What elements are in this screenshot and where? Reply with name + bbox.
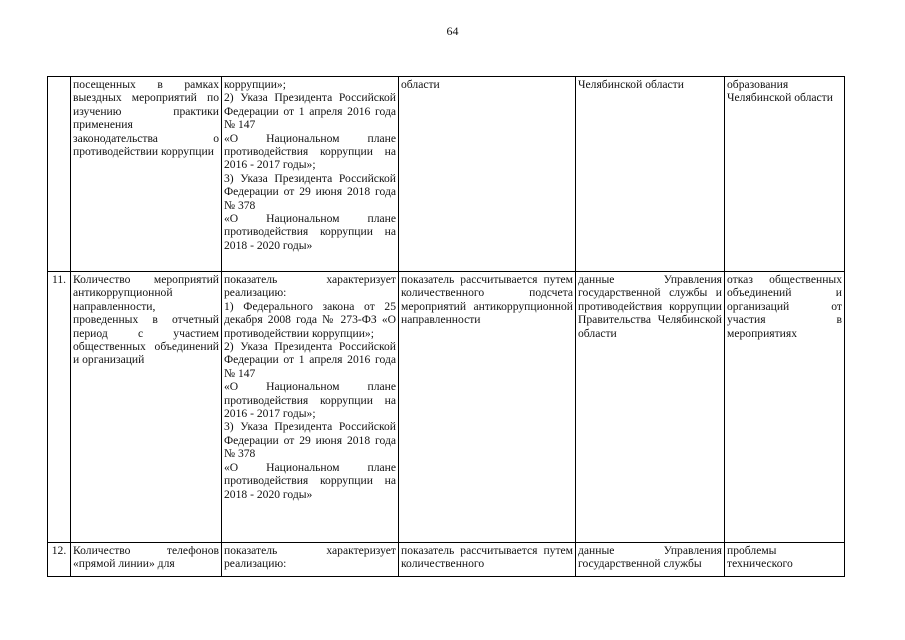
- characterizes-line: показатель характеризует реализацию:: [224, 273, 396, 300]
- table-row: [48, 272, 845, 543]
- indicator-name-cell: Количество мероприятий антикоррупционной направленности, проведенных в отчетный период с участием общественных объединений и организаций: [71, 272, 222, 543]
- characterizes-line: «О Национальном плане противодействия коррупции на 2018 - 2020 годы»: [224, 212, 396, 252]
- data-source-cell: данные Управления государственной службы: [576, 543, 725, 577]
- characterizes-line: 1) Федерального закона от 25 декабря 2008 года № 273-ФЗ «О противодействии коррупции»;: [224, 299, 396, 340]
- characterizes-line: «О Национальном плане противодействия коррупции на 2016 - 2017 годы»;: [224, 131, 396, 172]
- row-number-cell: 12.: [48, 543, 71, 577]
- calculation-method-cell: области: [399, 77, 576, 272]
- indicator-name-cell: посещенных в рамках выездных мероприятий по изучению практики применения законодательства о противодействии коррупции: [71, 77, 222, 272]
- row-number-cell: 11.: [48, 272, 71, 543]
- characterizes-cell: [222, 543, 399, 577]
- row-number-cell: [48, 77, 71, 272]
- calculation-method-cell: показатель рассчитывается путем количественного подсчета мероприятий антикоррупционной направленности: [399, 272, 576, 543]
- characterizes-line: 2) Указа Президента Российской Федерации от 1 апреля 2016 года № 147: [224, 91, 396, 132]
- data-source-cell: Челябинской области: [576, 77, 725, 272]
- characterizes-line: 3) Указа Президента Российской Федерации от 29 июня 2018 года № 378: [224, 420, 396, 461]
- characterizes-line: «О Национальном плане противодействия коррупции на 2016 - 2017 годы»;: [224, 380, 396, 421]
- characterizes-line: коррупции»;: [224, 78, 286, 91]
- characterizes-cell: [222, 77, 399, 272]
- indicators-table: [47, 76, 845, 577]
- page-number: 64: [446, 24, 459, 38]
- characterizes-line: «О Национальном плане противодействия коррупции на 2018 - 2020 годы»: [224, 460, 396, 501]
- calculation-method-cell: показатель рассчитывается путем количественного: [399, 543, 576, 577]
- data-source-cell: данные Управления государственной службы и противодействия коррупции Правительства Челябинской области: [576, 272, 725, 543]
- characterizes-line: 3) Указа Президента Российской Федерации от 29 июня 2018 года № 378: [224, 171, 396, 212]
- negative-factors-cell: проблемы технического: [725, 543, 845, 577]
- characterizes-line: показатель характеризует реализацию:: [224, 544, 396, 571]
- negative-factors-cell: образования Челябинской области: [725, 77, 845, 272]
- characterizes-line: 2) Указа Президента Российской Федерации от 1 апреля 2016 года № 147: [224, 340, 396, 380]
- characterizes-cell: [222, 272, 399, 543]
- indicator-name-cell: Количество телефонов «прямой линии» для: [71, 543, 222, 577]
- table-row: [48, 77, 845, 272]
- table-row: [48, 543, 845, 577]
- negative-factors-cell: отказ общественных объединений и организаций от участия в мероприятиях: [725, 272, 845, 543]
